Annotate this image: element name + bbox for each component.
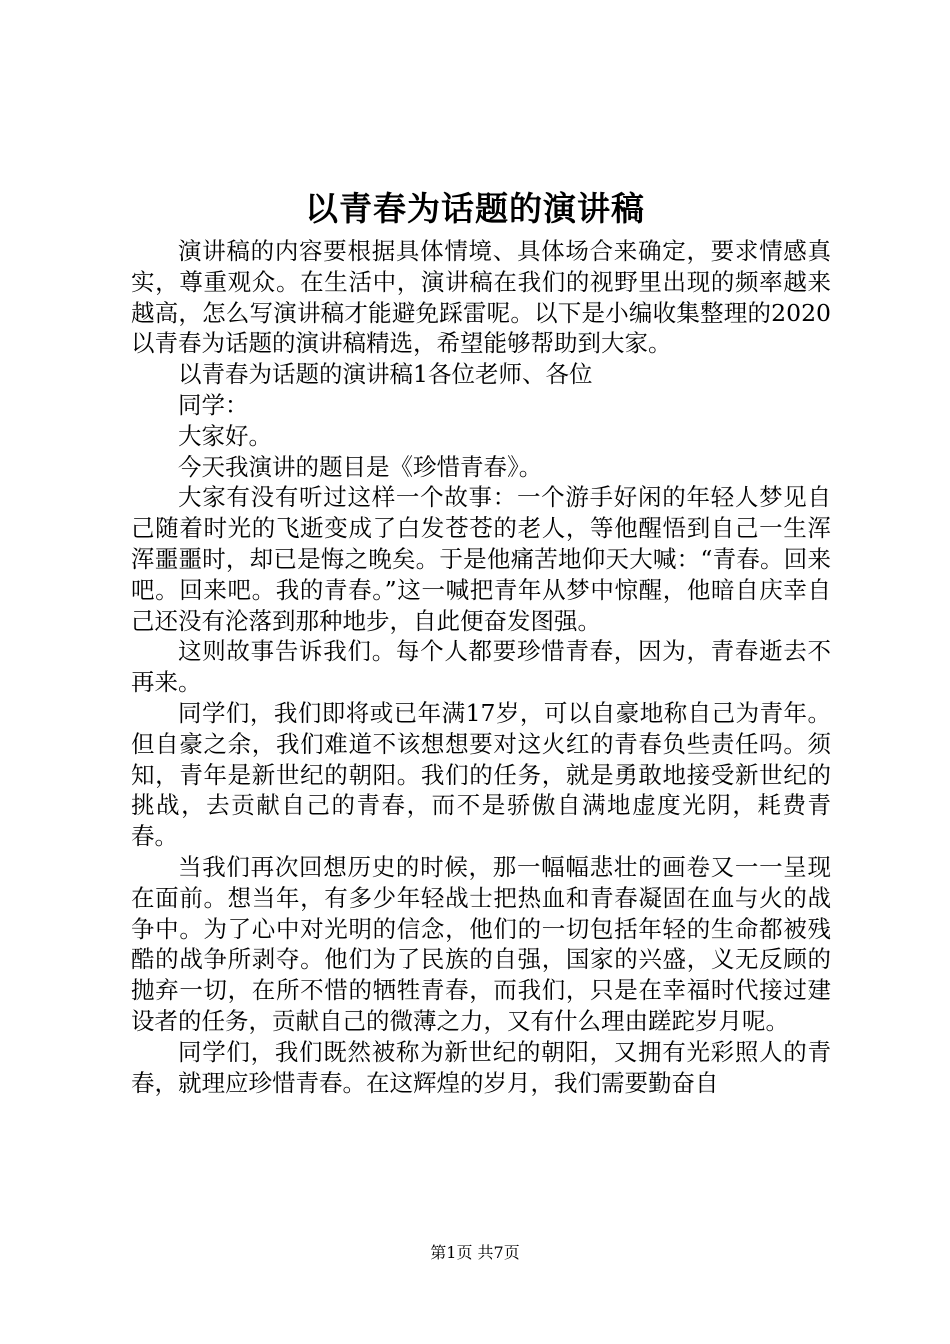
page-number-footer: 第1页 共7页 [430, 1243, 520, 1262]
paragraph: 同学们，我们即将或已年满17岁，可以自豪地称自己为青年。但自豪之余，我们难道不该想想要对这火红的青春负些责任吗。须知，青年是新世纪的朝阳。我们的任务，就是勇敢地接受新世纪的挑战，去贡献自己的青春，而不是骄傲自满地虚度光阴，耗费青春。 [131, 698, 831, 851]
paragraph: 同学： [178, 390, 249, 419]
document-body [131, 236, 831, 1098]
paragraph: 大家有没有听过这样一个故事：一个游手好闲的年轻人梦见自己随着时光的飞逝变成了白发苍苍的老人，等他醒悟到自己一生浑浑噩噩时，却已是悔之晚矣。于是他痛苦地仰天大喊：“青春。回来吧。回来吧。我的青春。”这一喊把青年从梦中惊醒，他暗自庆幸自己还没有沦落到那种地步，自此便奋发图强。 [131, 483, 831, 635]
paragraph: 今天我演讲的题目是《珍惜青春》。 [178, 452, 543, 481]
paragraph: 这则故事告诉我们。每个人都要珍惜青春，因为，青春逝去不再来。 [131, 637, 831, 697]
paragraph: 以青春为话题的演讲稿1各位老师、各位 [178, 360, 593, 389]
paragraph: 当我们再次回想历史的时候，那一幅幅悲壮的画卷又一一呈现在面前。想当年，有多少年轻战士把热血和青春凝固在血与火的战争中。为了心中对光明的信念，他们的一切包括年轻的生命都被残酷的战争所剥夺。他们为了民族的自强，国家的兴盛，义无反顾的抛弃一切，在所不惜的牺牲青春，而我们，只是在幸福时代接过建设者的任务，贡献自己的微薄之力，又有什么理由蹉跎岁月呢。 [131, 852, 831, 1035]
document-title: 以青春为话题的演讲稿 [305, 189, 645, 228]
paragraph: 同学们，我们既然被称为新世纪的朝阳，又拥有光彩照人的青春，就理应珍惜青春。在这辉煌的岁月，我们需要勤奋自 [131, 1037, 831, 1097]
paragraph: 大家好。 [178, 421, 272, 450]
paragraph: 演讲稿的内容要根据具体情境、具体场合来确定，要求情感真实，尊重观众。在生活中，演讲稿在我们的视野里出现的频率越来越高，怎么写演讲稿才能避免踩雷呢。以下是小编收集整理的2020以青春为话题的演讲稿精选，希望能够帮助到大家。 [131, 237, 831, 358]
